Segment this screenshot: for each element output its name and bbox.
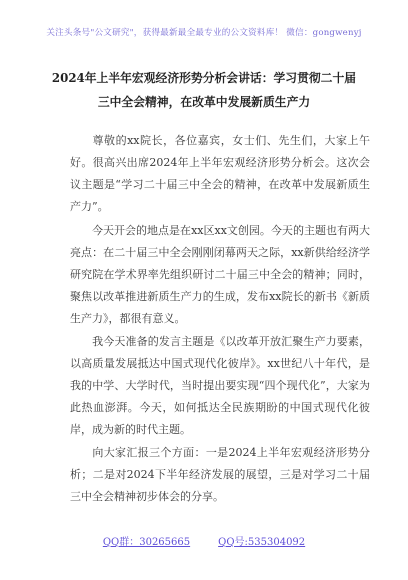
title-line-2: 三中全会精神，在改革中发展新质生产力	[97, 95, 311, 109]
paragraph-topic	[70, 331, 370, 441]
paragraph-text: 尊敬的xx院长，各位嘉宾，女士们、先生们，大家上午好。很高兴出席2024年上半年宏观经济形势分析会。这次会议主题是“学习二十届三中全会的精神，在改革中发展新质生产力”。	[70, 134, 370, 213]
document-title	[20, 66, 388, 114]
qq-number-link[interactable]: QQ号:535304092	[218, 537, 306, 548]
paragraph-venue	[70, 220, 370, 330]
paragraph-text: 向大家汇报三个方面：一是2024上半年宏观经济形势分析；二是对2024下半年经济发展的展望，三是对学习二十届三中全会精神初步体会的分享。	[70, 446, 370, 503]
header-banner: 关注头条号"公文研究"，获得最新最全最专业的公文资料库！ 微信：gongwenyj	[46, 28, 362, 38]
paragraph-text: 今天开会的地点是在xx区xx文创园。今天的主题也有两大亮点：在二十届三中全会刚刚闭幕两天之际，xx新供给经济学研究院在学术界率先组织研讨二十届三中全会的精神；同时，聚焦以改革推进新质生产力的生成，发布xx院长的新书《新质生产力》，都很有意义。	[70, 224, 370, 325]
paragraph-outline	[70, 442, 370, 508]
footer-contact	[0, 533, 408, 548]
qq-group-link[interactable]: QQ群：30265665	[102, 537, 191, 548]
title-line-1: 2024年上半年宏观经济形势分析会讲话：学习贯彻二十届	[51, 71, 357, 85]
paragraph-greeting	[70, 130, 370, 218]
paragraph-text: 我今天准备的发言主题是《以改革开放汇聚生产力要素，以高质量发展抵达中国式现代化彼岸》。xx世纪八十年代，是我的中学、大学时代，当时提出要实现“四个现代化”，大家为此热血澎湃。今天，如何抵达全民族期盼的中国式现代化彼岸，成为新的时代主题。	[70, 335, 370, 436]
